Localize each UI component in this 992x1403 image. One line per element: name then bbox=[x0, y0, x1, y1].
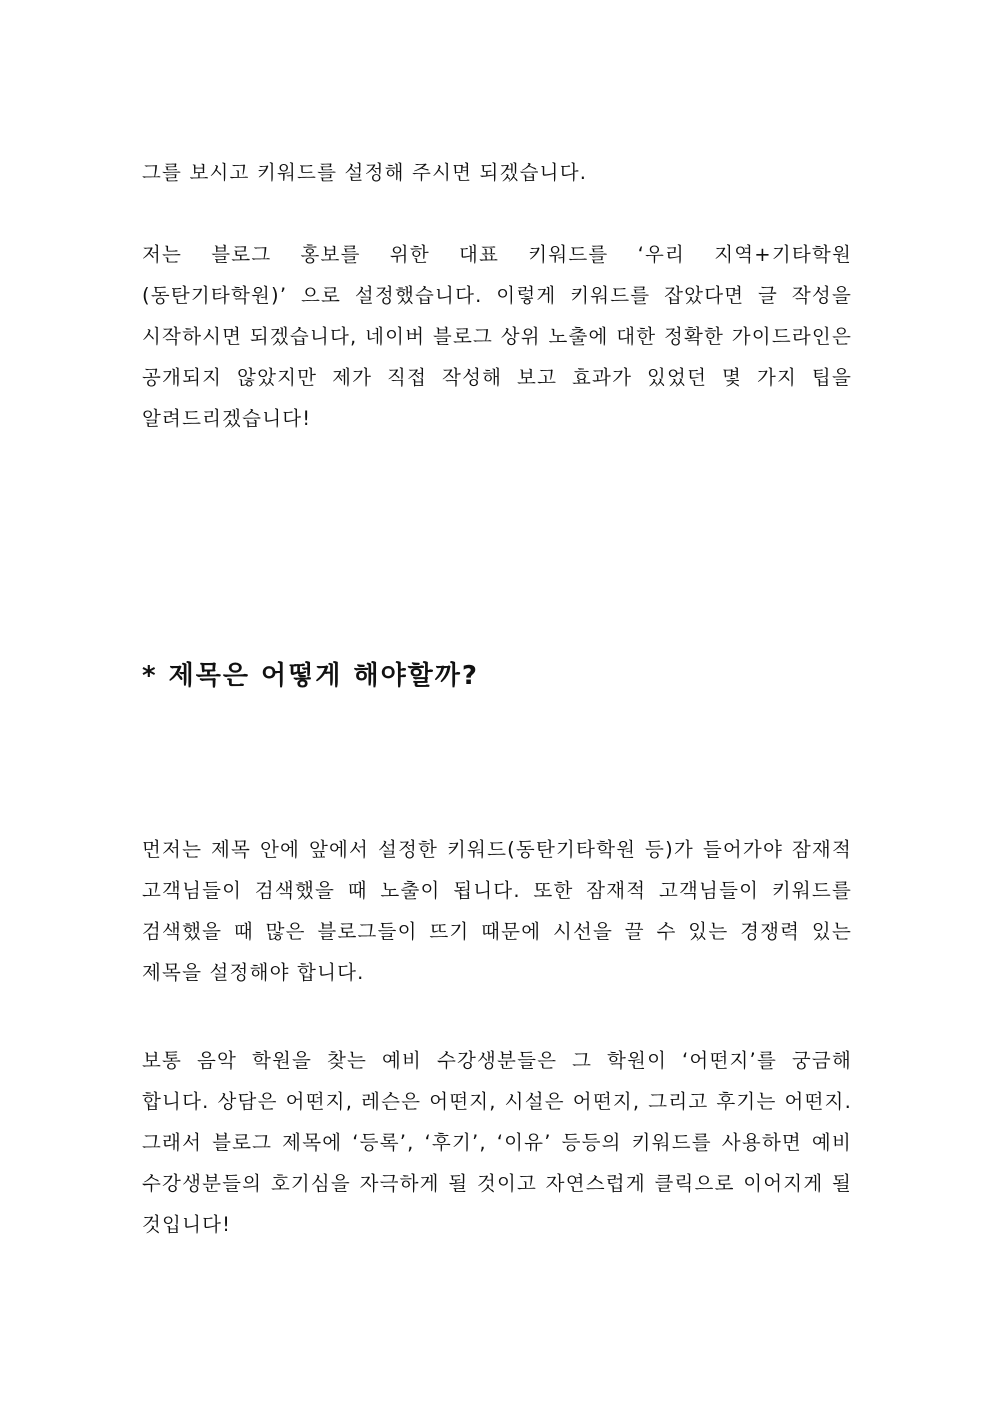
paragraph-keyword-setting: 저는 블로그 홍보를 위한 대표 키워드를 ‘우리 지역+기타학원 (동탄기타학원)’ 으로 설정했습니다. 이렇게 키워드를 잡았다면 글 작성을 시작하시면 되겠습니다, 네이버 블로그 상위 노출에 대한 정확한 가이드라인은 공개되지 않았지만 제가 직접 작성해 보고 효과가 있었던 몇 가지 팁을 알려드리겠습니다! bbox=[142, 243, 852, 430]
paragraph-intro-end: 그를 보시고 키워드를 설정해 주시면 되겠습니다. bbox=[142, 161, 588, 184]
section-heading-title: * 제목은 어떻게 해야할까? bbox=[142, 661, 479, 691]
paragraph-title-tips: 보통 음악 학원을 찾는 예비 수강생분들은 그 학원이 ‘어떤지’를 궁금해 합니다. 상담은 어떤지, 레슨은 어떤지, 시설은 어떤지, 그리고 후기는 어떤지. 그래서 블로그 제목에 ‘등록’, ‘후기’, ‘이유’ 등등의 키워드를 사용하면 예비 수강생분들의 호기심을 자극하게 될 것이고 자연스럽게 클릭으로 이어지게 될 것입니다! bbox=[142, 1049, 852, 1236]
paragraph-title-keyword: 먼저는 제목 안에 앞에서 설정한 키워드(동탄기타학원 등)가 들어가야 잠재적 고객님들이 검색했을 때 노출이 됩니다. 또한 잠재적 고객님들이 키워드를 검색했을 때 많은 블로그들이 뜨기 때문에 시선을 끌 수 있는 경쟁력 있는 제목을 설정해야 합니다. bbox=[142, 838, 852, 984]
